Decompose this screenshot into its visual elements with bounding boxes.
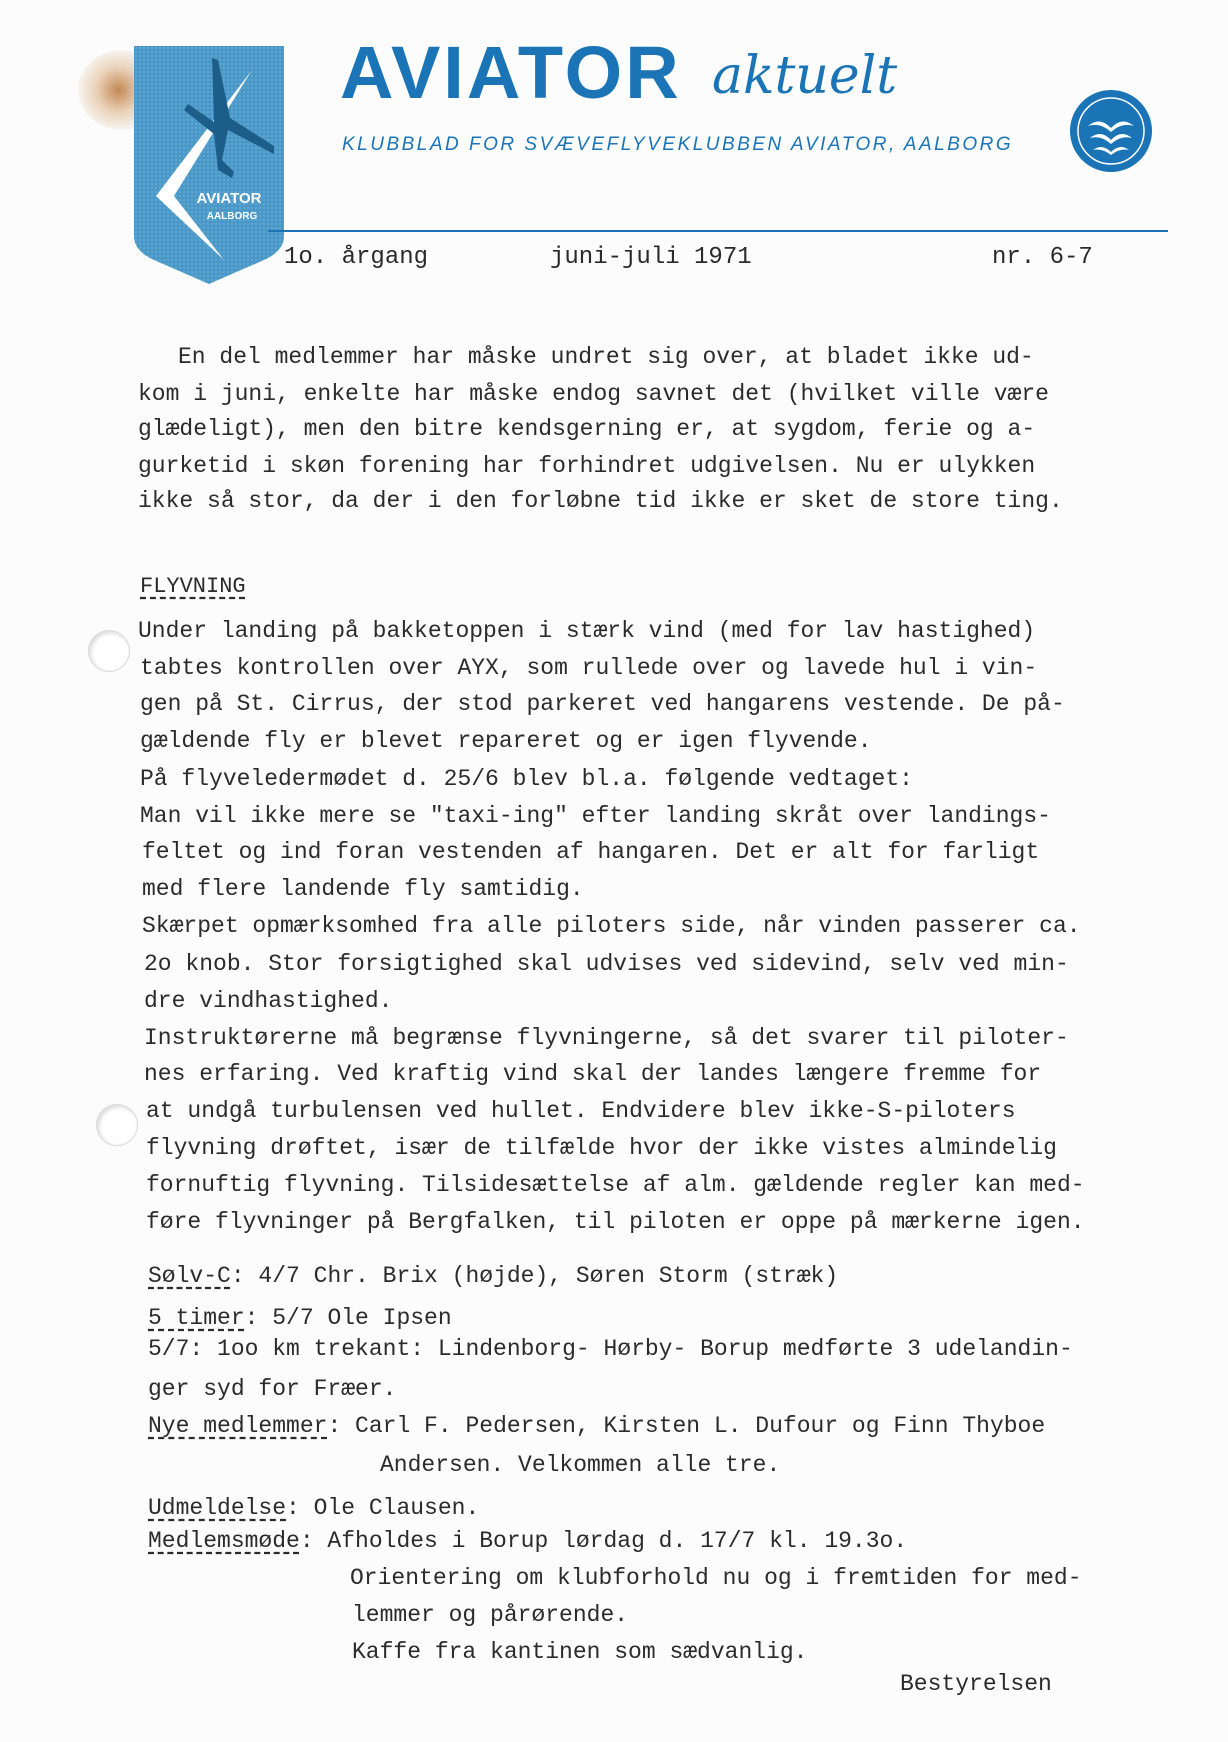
intro-line: En del medlemmer har måske undret sig over, at bladet ikke ud-: [178, 344, 1034, 370]
body-line: fornuftig flyvning. Tilsidesættelse af alm. gældende regler kan med-: [146, 1172, 1085, 1198]
body-line: flyvning drøftet, især de tilfælde hvor der ikke vistes almindelig: [146, 1135, 1057, 1161]
logo-text: AVIATOR: [196, 190, 262, 207]
notice-timer-label: 5 timer: [148, 1305, 245, 1331]
glider-logo-icon: [134, 46, 284, 284]
notice-new-members-text: : Carl F. Pedersen, Kirsten L. Dufour og Finn Thyboe: [327, 1413, 1046, 1439]
club-badge-icon: [1068, 88, 1154, 174]
notice-withdrawal-text: : Ole Clausen.: [286, 1495, 480, 1521]
body-line: Under landing på bakketoppen i stærk vind (med for lav hastighed): [138, 618, 1036, 644]
notice-timer: [148, 1307, 452, 1330]
punch-hole: [88, 630, 130, 672]
body-line: gældende fly er blevet repareret og er igen flyvende.: [140, 728, 872, 754]
notice-trekant: ger syd for Fræer.: [148, 1376, 397, 1402]
body-line: gen på St. Cirrus, der stod parkeret ved hangarens vestende. De på-: [140, 691, 1065, 717]
notice-meeting-cont: Orientering om klubforhold nu og i fremtiden for med-: [350, 1565, 1082, 1591]
notice-new-members: [148, 1415, 1045, 1438]
body-line: tabtes kontrollen over AYX, som rullede over og lavede hul i vin-: [140, 655, 1038, 681]
body-line: Man vil ikke mere se "taxi-ing" efter landing skråt over landings-: [140, 803, 1051, 829]
signature: Bestyrelsen: [900, 1671, 1052, 1697]
masthead-subtitle: aktuelt: [712, 46, 898, 106]
issue-number: nr. 6-7: [992, 244, 1093, 271]
notice-meeting-text: : Afholdes i Borup lørdag d. 17/7 kl. 19.3o.: [299, 1528, 908, 1554]
notice-timer-text: : 5/7 Ole Ipsen: [244, 1305, 452, 1331]
intro-line: ikke så stor, da der i den forløbne tid ikke er sket de store ting.: [138, 488, 1063, 514]
intro-line: glædeligt), men den bitre kendsgerning er, at sygdom, ferie og a-: [138, 416, 1036, 442]
issue-date: juni-juli 1971: [550, 244, 752, 271]
notice-solv: [148, 1265, 838, 1288]
intro-line: kom i juni, enkelte har måske endog savnet det (hvilket ville være: [138, 381, 1049, 407]
body-line: dre vindhastighed.: [144, 988, 393, 1014]
notice-meeting-label: Medlemsmøde: [148, 1528, 300, 1554]
notice-solv-text: : 4/7 Chr. Brix (højde), Søren Storm (stræk): [230, 1263, 839, 1289]
body-line: med flere landende fly samtidig.: [142, 876, 584, 902]
issue-volume: 1o. årgang: [284, 244, 429, 271]
body-line: På flyveledermødet d. 25/6 blev bl.a. følgende vedtaget:: [140, 766, 913, 792]
notice-new-members-label: Nye medlemmer: [148, 1413, 328, 1439]
body-line: føre flyvninger på Bergfalken, til piloten er oppe på mærkerne igen.: [146, 1209, 1085, 1235]
body-line: at undgå turbulensen ved hullet. Endvidere blev ikke-S-piloters: [146, 1098, 1016, 1124]
notice-meeting-cont: lemmer og pårørende.: [352, 1602, 629, 1628]
punch-hole: [96, 1104, 138, 1146]
masthead-tagline: KLUBBLAD FOR SVÆVEFLYVEKLUBBEN AVIATOR, AALBORG: [342, 134, 1014, 155]
body-line: 2o knob. Stor forsigtighed skal udvises ved sidevind, selv ved min-: [144, 951, 1069, 977]
header-rule: [268, 230, 1168, 232]
section-heading: FLYVNING: [140, 574, 246, 599]
notice-withdrawal: [148, 1497, 479, 1520]
body-line: nes erfaring. Ved kraftig vind skal der landes længere fremme for: [144, 1061, 1042, 1087]
notice-meeting: [148, 1530, 907, 1553]
notice-solv-label: Sølv-C: [148, 1263, 231, 1289]
notice-trekant: 5/7: 1oo km trekant: Lindenborg- Hørby- Borup medførte 3 udelandin-: [148, 1336, 1073, 1362]
notice-meeting-cont: Kaffe fra kantinen som sædvanlig.: [352, 1639, 808, 1665]
notice-new-members-cont: Andersen. Velkommen alle tre.: [380, 1452, 781, 1478]
logo-subtext: AALBORG: [206, 211, 258, 222]
body-line: Instruktørerne må begrænse flyvningerne, så det svarer til piloter-: [144, 1025, 1069, 1051]
masthead-title: AVIATOR: [340, 31, 682, 114]
body-line: Skærpet opmærksomhed fra alle piloters side, når vinden passerer ca.: [142, 913, 1081, 939]
notice-withdrawal-label: Udmeldelse: [148, 1495, 287, 1521]
intro-line: gurketid i skøn forening har forhindret udgivelsen. Nu er ulykken: [138, 453, 1036, 479]
body-line: feltet og ind foran vestenden af hangaren. Det er alt for farligt: [142, 839, 1040, 865]
